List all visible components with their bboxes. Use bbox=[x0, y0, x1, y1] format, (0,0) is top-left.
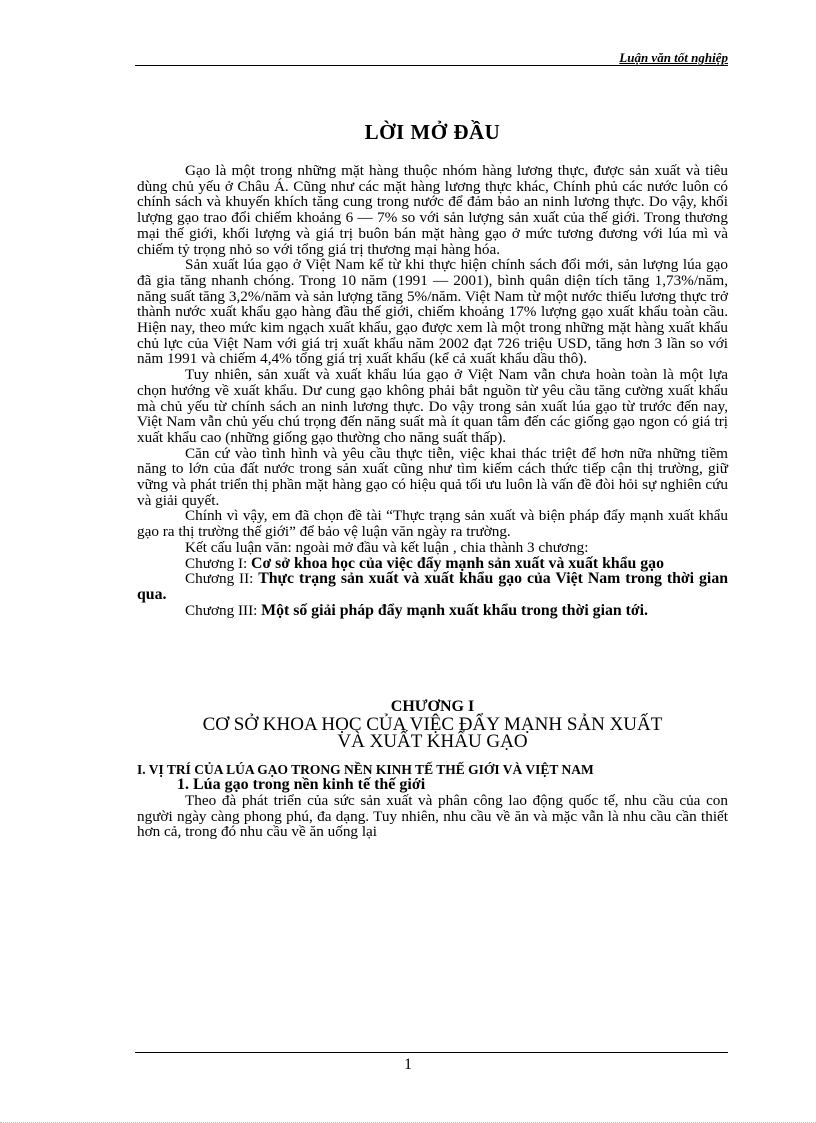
chapter-prefix: Chương II: bbox=[185, 570, 259, 588]
chapter-item bbox=[137, 571, 728, 602]
chapter-heading bbox=[137, 698, 728, 751]
paragraph: Theo đà phát triển của sức sản xuất và phân công lao động quốc tế, nhu cầu của con người ngày càng phong phú, đa dạng. Tuy nhiên, nhu cầu về ăn và mặc vẫn là nhu cầu cần thiết hơn cả, trong đó nhu cầu về ăn uống lại bbox=[137, 791, 728, 841]
footer-rule bbox=[135, 1052, 728, 1053]
paragraph: Tuy nhiên, sản xuất và xuất khẩu lúa gạo ở Việt Nam vẫn chưa hoàn toàn là một lựa chọn hướng về xuất khẩu. Dư cung gạo không phải bắt nguồn từ yêu cầu tăng cường xuất khẩu mà chủ yếu từ chính sách an ninh lương thực. Do vậy trong sản xuất lúa gạo từ trước đến nay, Việt Nam vẫn chủ yếu chú trọng đến năng suất mà ít quan tâm đến các giống gạo ngon có giá trị xuất khẩu cao (những giống gạo thường cho năng suất thấp). bbox=[137, 366, 728, 446]
chapter-title-line: VÀ XUẤT KHẨU GẠO bbox=[337, 731, 528, 753]
chapter-label: CHƯƠNG I bbox=[390, 698, 475, 716]
section-heading: I. VỊ TRÍ CỦA LÚA GẠO TRONG NỀN KINH TẾ THẾ GIỚI VÀ VIỆT NAM bbox=[137, 761, 594, 777]
header-rule bbox=[135, 65, 728, 66]
paragraph: Căn cứ vào tình hình và yêu cầu thực tiễn, việc khai thác triệt để hơn nữa những tiềm năng to lớn của đất nước trong sản xuất cũng như tìm kiếm cách thức tiếp cận thị trường, giữ vững và phát triển thị phần mặt hàng gạo có hiệu quả tối ưu luôn là vấn đề đòi hỏi sự nghiên cứu và giải quyết. bbox=[137, 444, 728, 509]
subsection-heading: 1. Lúa gạo trong nền kinh tế thế giới bbox=[177, 775, 426, 793]
paragraph: Kết cấu luận văn: ngoài mở đầu và kết luận , chia thành 3 chương: bbox=[185, 538, 589, 556]
page-number: 1 bbox=[404, 1056, 412, 1073]
paragraph: Sản xuất lúa gạo ở Việt Nam kể từ khi thực hiện chính sách đổi mới, sản lượng lúa gạo đã gia tăng nhanh chóng. Trong 10 năm (1991 — 2001), bình quân diện tích tăng 1,73%/năm, năng suất tăng 3,2%/năm và sản lượng tăng 5%/năm. Việt Nam từ một nước thiếu lương thực trở thành nước xuất khẩu gạo hàng đầu thế giới, chiếm khoảng 17% lượng gạo xuất khẩu toàn cầu. Hiện nay, theo mức kim ngạch xuất khẩu, gạo được xem là một trong những mặt hàng xuất khẩu chủ lực của Việt Nam với giá trị xuất khẩu năm 2002 đạt 726 triệu USD, tăng hơn 3 lần so với năm 1991 và chiếm 4,4% tổng giá trị xuất khẩu (kể cả xuất khẩu dầu thô). bbox=[137, 256, 728, 368]
chapter-list bbox=[137, 556, 728, 619]
paragraph: Gạo là một trong những mặt hàng thuộc nhóm hàng lương thực, được sản xuất và tiêu dùng chủ yếu ở Châu Á. Cũng như các mặt hàng lương thực khác, Chính phủ các nước luôn có chính sách và khuyến khích tăng cung trong nước để đảm bảo an ninh lương thực. Do vậy, khối lượng gạo trao đổi chiếm khoảng 6 — 7% so với sản lượng sản xuất của thế giới. Trong thương mại thế giới, khối lượng và giá trị buôn bán mặt hàng gạo ở mức tương đương với lúa mì và chiếm tỷ trọng nhỏ so với tổng giá trị thương mại hàng hóa. bbox=[137, 162, 728, 258]
paragraph: Chính vì vậy, em đã chọn đề tài “Thực trạng sản xuất và biện pháp đẩy mạnh xuất khẩu gạo ra thị trường thế giới” để bảo vệ luận văn ngày ra trường. bbox=[137, 507, 728, 541]
chapter-item bbox=[137, 603, 728, 619]
chapter-title-line: CƠ SỞ KHOA HỌC CỦA VIỆC ĐẨY MẠNH SẢN XUẤT bbox=[202, 713, 663, 735]
chapter-title: Thực trạng sản xuất và xuất khẩu gạo của Việt Nam trong thời gian qua. bbox=[137, 570, 728, 603]
chapter-prefix: Chương I: bbox=[185, 554, 252, 572]
chapter-item bbox=[137, 556, 728, 572]
page-title: LỜI MỞ ĐẦU bbox=[364, 120, 501, 144]
header-title: Luận văn tốt nghiệp bbox=[619, 50, 728, 65]
chapter-title: Một số giải pháp đẩy mạnh xuất khẩu trong thời gian tới. bbox=[261, 601, 648, 619]
document-body bbox=[137, 120, 728, 840]
chapter-prefix: Chương III: bbox=[185, 601, 262, 619]
chapter-title: Cơ sở khoa học của việc đẩy mạnh sản xuất và xuất khẩu gạo bbox=[251, 554, 664, 572]
